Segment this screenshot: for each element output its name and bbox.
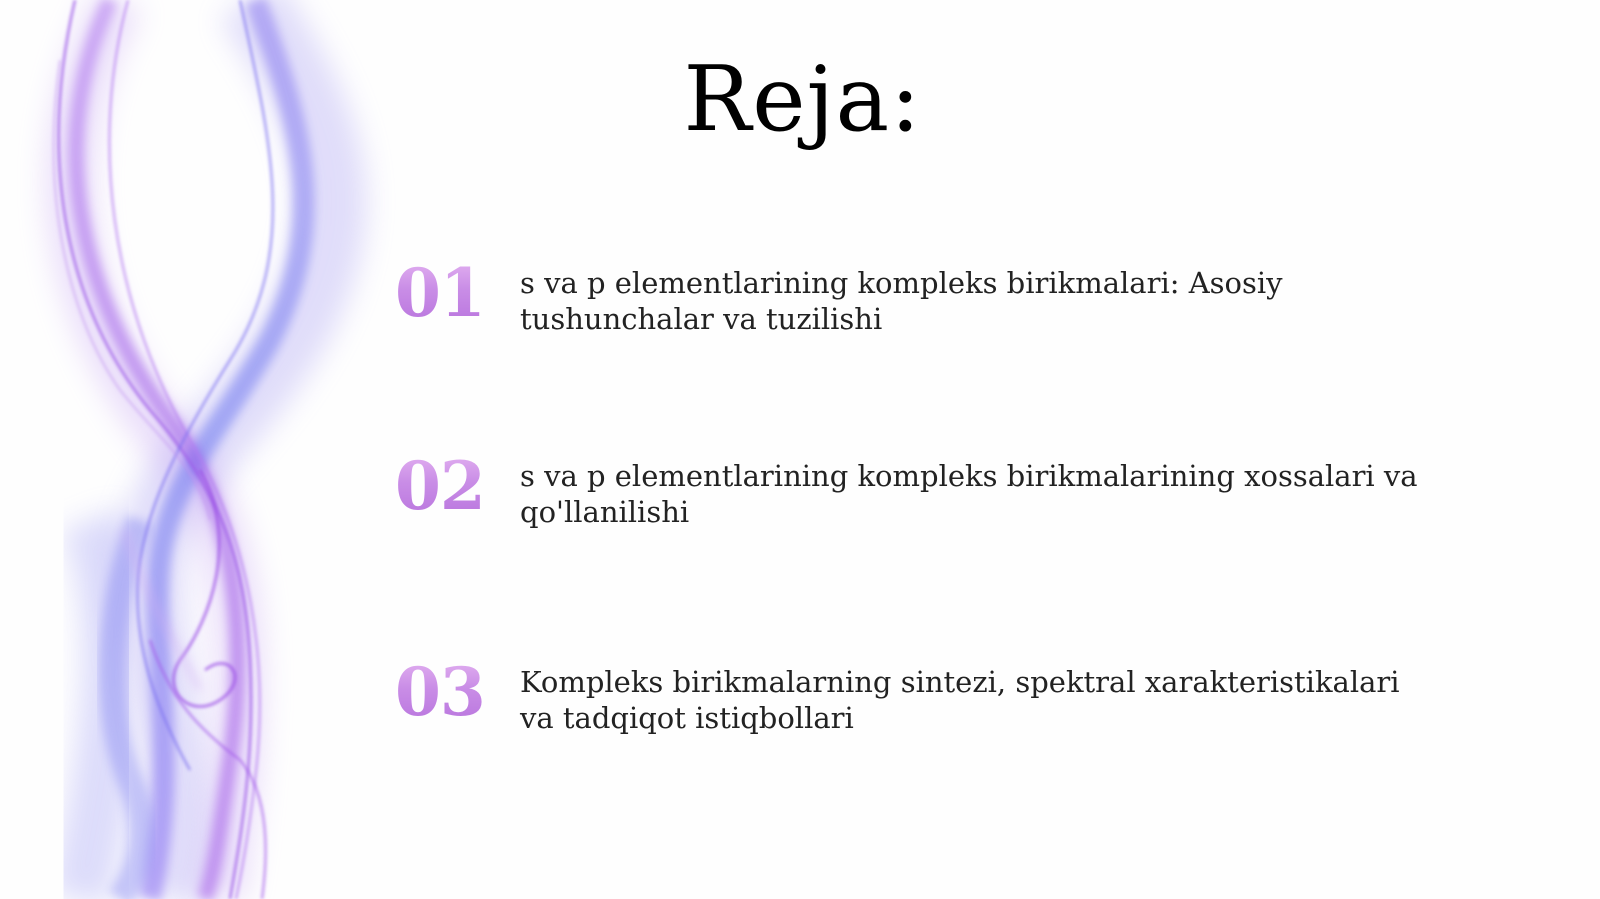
agenda-item-number: 01 bbox=[395, 254, 485, 332]
agenda-item bbox=[395, 255, 1495, 335]
agenda-item-number: 03 bbox=[395, 653, 485, 731]
agenda-item bbox=[395, 448, 1495, 528]
agenda-item-text: s va p elementlarining kompleks birikmalari: Asosiy tushunchalar va tuzilishi bbox=[520, 266, 1283, 336]
agenda-item-number: 02 bbox=[395, 447, 485, 525]
agenda-item-text: s va p elementlarining kompleks birikmalarining xossalari va qo'llanilishi bbox=[520, 459, 1418, 529]
agenda-item-text: Kompleks birikmalarning sintezi, spektral xarakteristikalari va tadqiqot istiqbollari bbox=[520, 665, 1400, 735]
slide-title: Reja: bbox=[683, 47, 922, 152]
agenda-item bbox=[395, 654, 1495, 734]
